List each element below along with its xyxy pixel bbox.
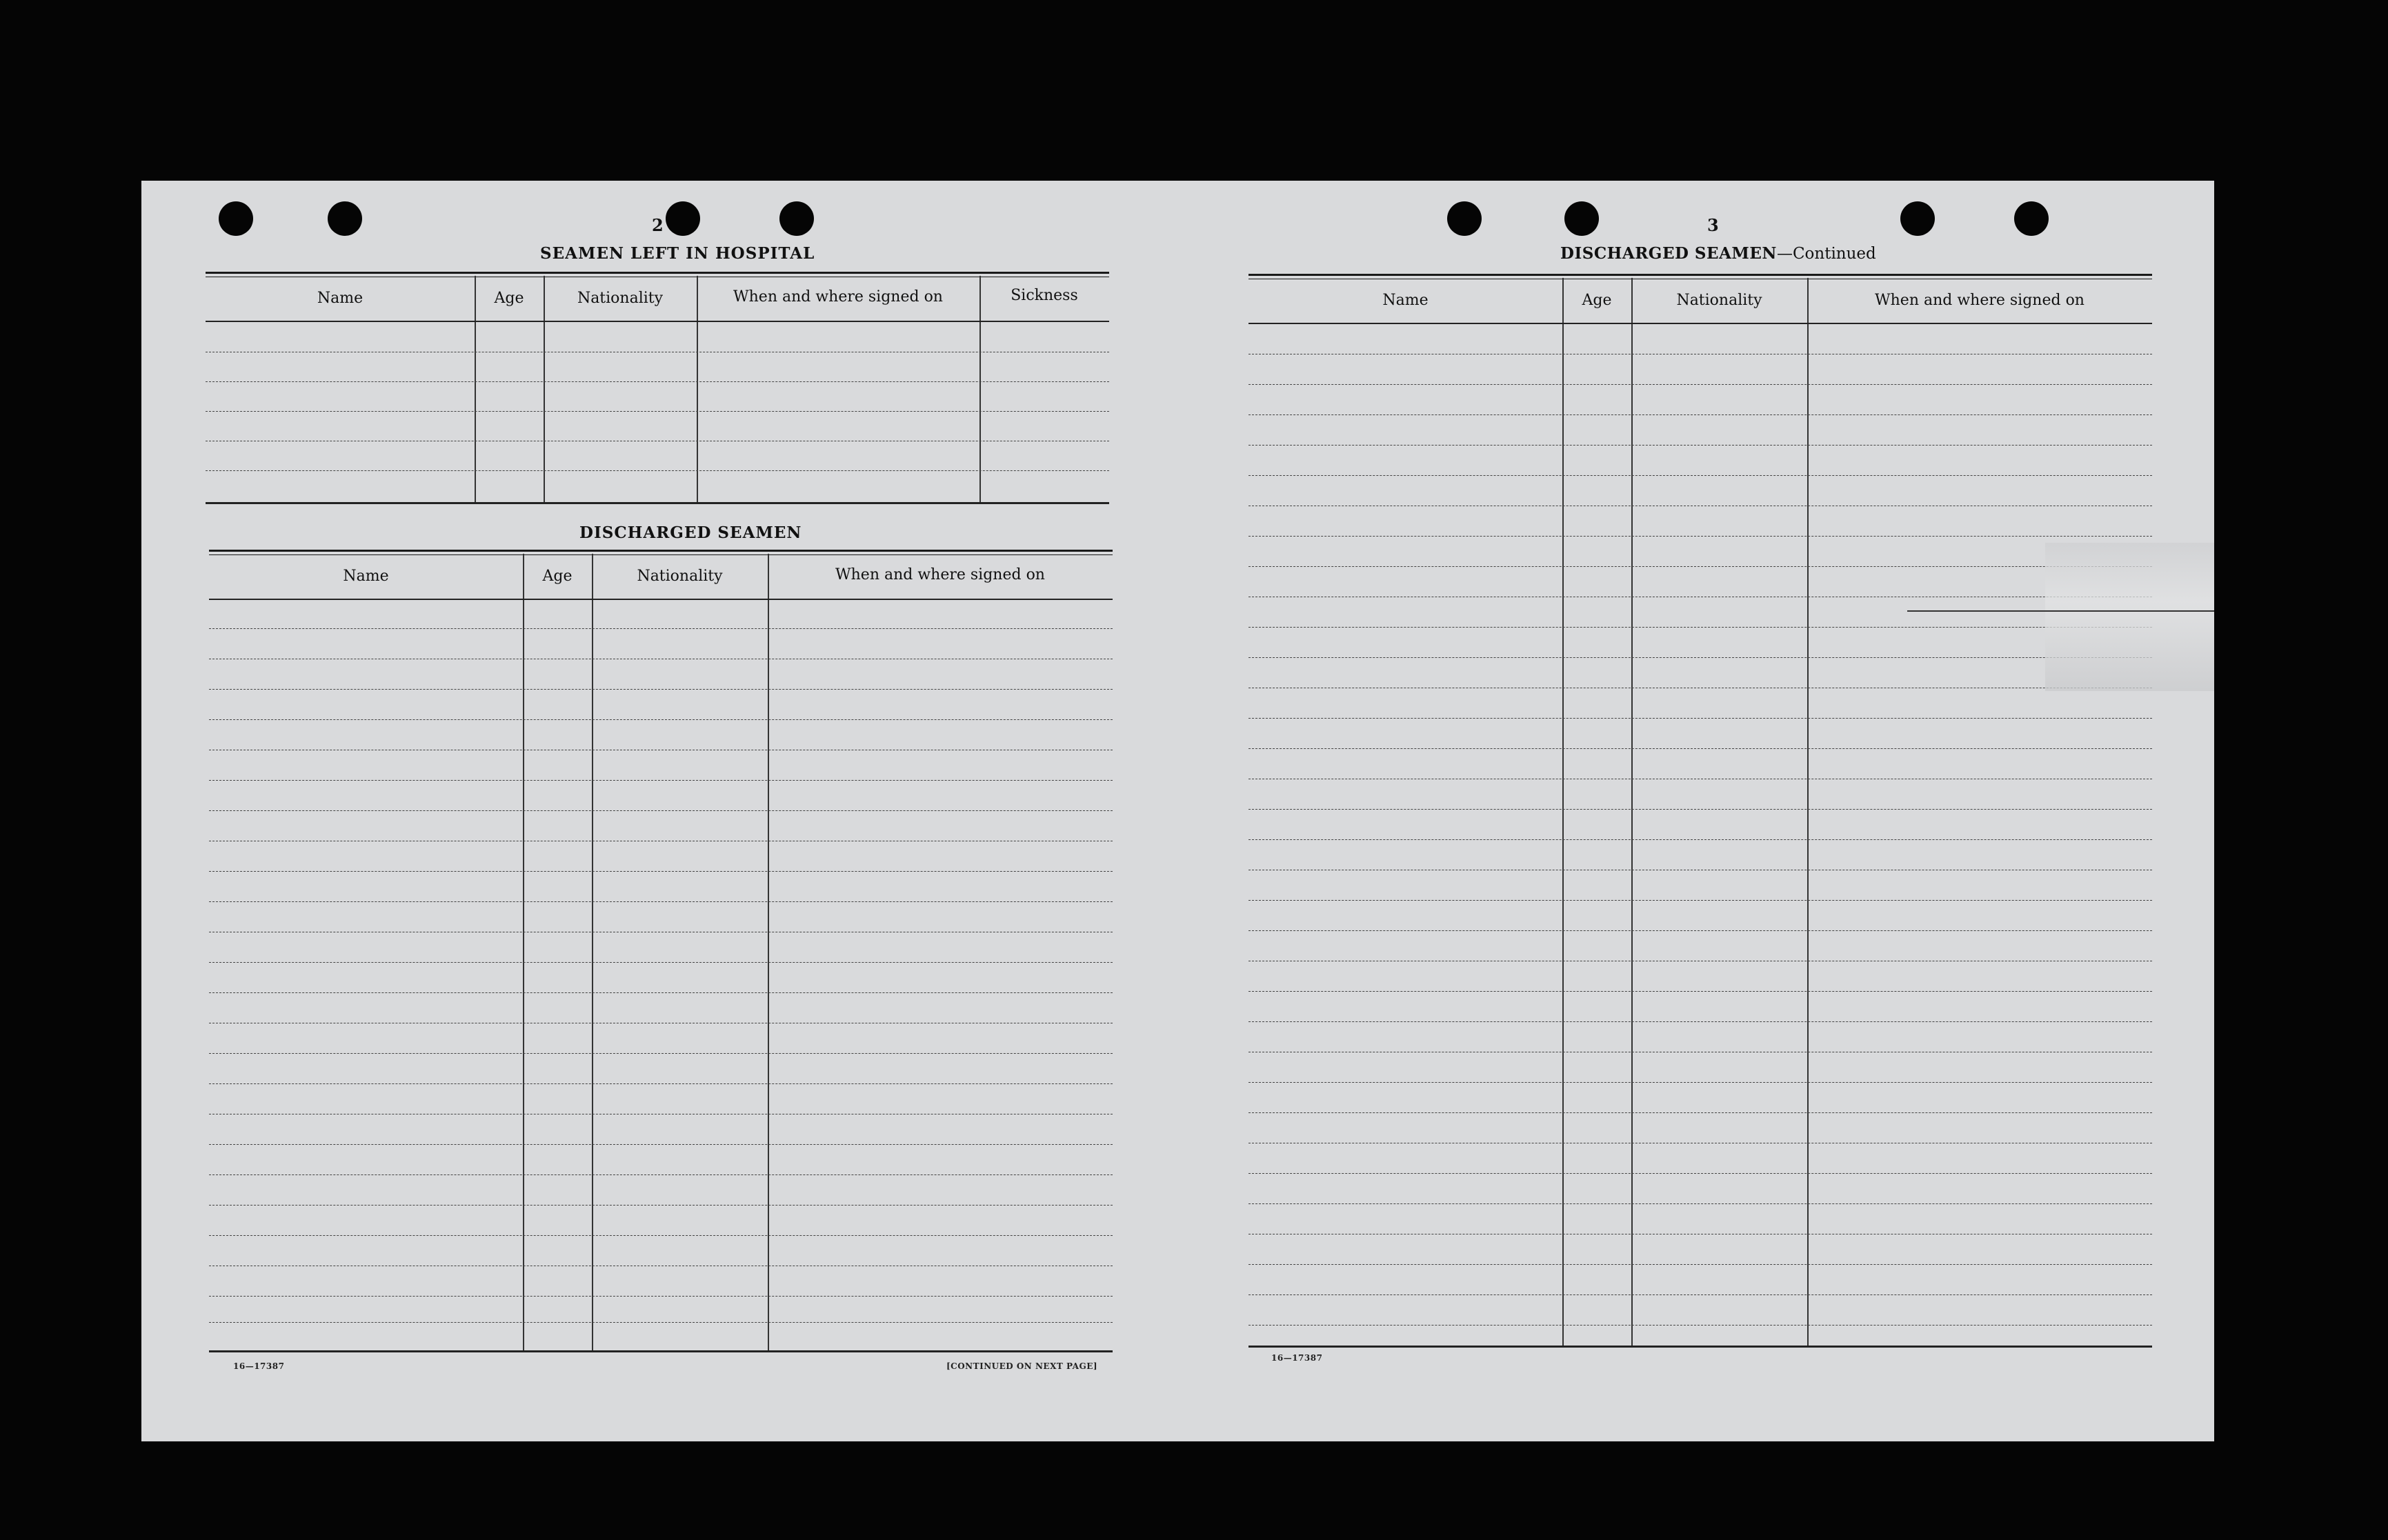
table-row [209,1205,1113,1206]
table-row [1248,414,2152,415]
column-header-signed-on: When and where signed on [733,288,943,306]
table-row [1248,566,2152,567]
table-row [1248,748,2152,749]
table-row [209,1053,1113,1054]
header-rule [1248,323,2152,324]
title-rule [1248,274,2152,276]
table-row [206,411,1109,412]
table-row [209,1174,1113,1175]
punch-hole [1447,201,1482,236]
punch-hole [1564,201,1599,236]
section-title-hospital [540,244,815,263]
discharged-table-left [209,554,1113,1368]
column-header-age: Age [494,290,524,307]
page-number: 3 [1707,215,1719,235]
column-divider [1562,278,1564,1347]
section-title-hospital-text: SEAMEN LEFT IN HOSPITAL [540,244,815,263]
table-row [1248,930,2152,931]
table-row [209,628,1113,629]
table-row [1248,718,2152,719]
table-row [209,1083,1113,1084]
punch-hole [219,201,253,236]
table-row [1248,809,2152,810]
header-rule [206,321,1109,322]
title-rule [206,272,1109,274]
table-row [1248,657,2152,658]
column-header-name: Name [343,568,389,585]
column-header-age: Age [1582,292,1612,309]
column-header-signed-on: When and where signed on [835,566,1045,583]
punch-hole [2014,201,2049,236]
column-divider [592,554,593,1350]
table-row [209,1322,1113,1323]
table-row [209,901,1113,902]
table-row [209,962,1113,963]
page-number: 2 [652,215,664,235]
table-bottom-rule [206,502,1109,504]
table-row [1248,475,2152,476]
table-row [1248,445,2152,446]
section-title-text: DISCHARGED SEAMEN [1560,244,1777,263]
table-row [1248,1264,2152,1265]
table-row [206,381,1109,382]
column-header-nationality: Nationality [1676,292,1762,309]
table-row [1248,1325,2152,1326]
column-divider [475,276,476,503]
table-row [209,1144,1113,1145]
header-rule [209,599,1113,600]
table-row [1248,1294,2152,1295]
punch-hole [666,201,700,236]
column-header-nationality: Nationality [637,568,723,585]
table-row [209,871,1113,872]
table-row [1248,991,2152,992]
table-row [1248,627,2152,628]
tape-edge-line [1907,610,2214,612]
table-row [1248,1021,2152,1022]
tape-strip [2045,543,2214,691]
table-row [1248,900,2152,901]
section-title-discharged-text: DISCHARGED SEAMEN [579,523,802,542]
table-bottom-rule [209,1350,1113,1352]
column-divider [523,554,524,1350]
table-row [209,719,1113,720]
section-title-suffix: —Continued [1776,245,1876,263]
column-header-signed-on: When and where signed on [1875,292,2084,309]
column-divider [768,554,769,1350]
column-header-sickness: Sickness [1011,287,1078,304]
table-row [209,810,1113,811]
column-header-name: Name [1382,292,1429,309]
column-header-nationality: Nationality [577,290,664,307]
punch-hole [779,201,814,236]
section-title-discharged-continued [1560,244,1876,263]
punch-hole [1900,201,1935,236]
title-rule [209,550,1113,552]
table-row [209,780,1113,781]
table-row [1248,536,2152,537]
form-sheet [141,181,2214,1441]
table-row [1248,1082,2152,1083]
column-divider [1631,278,1633,1347]
table-row [1248,1112,2152,1113]
table-row [209,1235,1113,1236]
table-row [206,470,1109,471]
column-header-age: Age [542,568,573,585]
form-number: 16—17387 [1271,1353,1323,1363]
table-row [209,689,1113,690]
column-divider [979,276,981,503]
column-divider [1807,278,1809,1347]
table-row [1248,1203,2152,1204]
section-title-discharged [579,523,802,542]
table-row [1248,839,2152,840]
punch-hole [328,201,362,236]
continued-note: [CONTINUED ON NEXT PAGE] [946,1361,1098,1371]
column-divider [697,276,698,503]
table-row [209,992,1113,993]
discharged-table-right [1248,278,2152,1361]
table-bottom-rule [1248,1346,2152,1348]
column-divider [544,276,545,503]
table-row [1248,1173,2152,1174]
column-header-name: Name [317,290,364,307]
form-number: 16—17387 [233,1361,285,1371]
table-row [1248,384,2152,385]
table-row [209,1296,1113,1297]
